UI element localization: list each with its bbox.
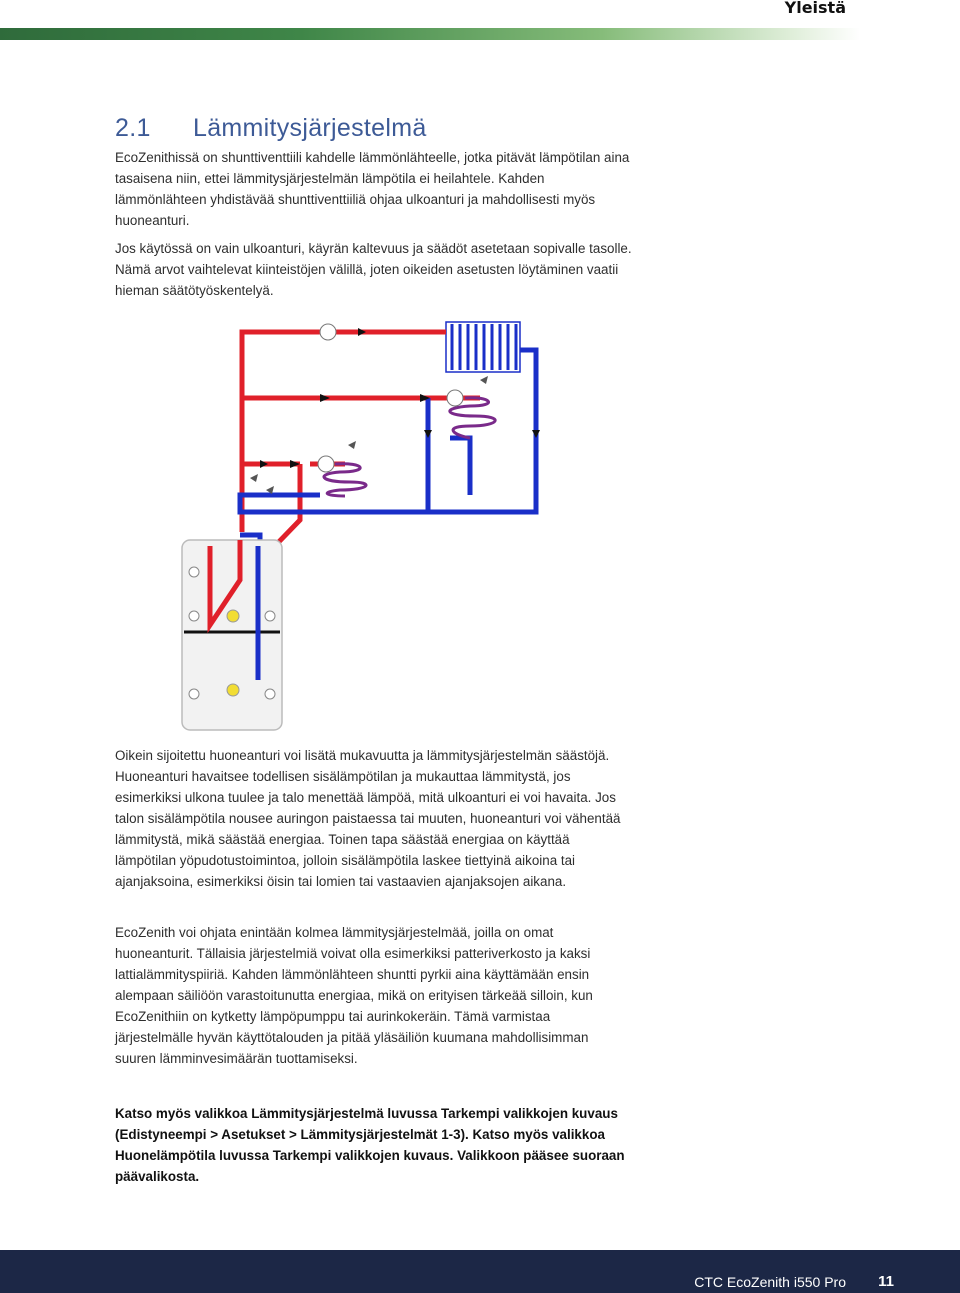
page-footer [0, 1250, 960, 1293]
intro-paragraph-2: Jos käytössä on vain ulkoanturi, käyrän kaltevuus ja säädöt asetetaan sopivalle tasolle. Nämä arvot vaihtelevat kiinteistöjen välillä, joten oikeiden asetusten löytäminen vaatii hieman säätötyöskentelyä. [115, 241, 632, 298]
radiator-icon [446, 322, 520, 372]
section-label: Yleistä [784, 0, 846, 17]
header-accent-bar [0, 28, 860, 40]
footer-page-number: 11 [878, 1273, 894, 1290]
body-paragraph-1: Oikein sijoitettu huoneanturi voi lisätä mukavuutta ja lämmitysjärjestelmän säästöjä. Huoneanturi havaitsee todellisen sisälämpötilan ja mukauttaa lämmitystä, jos esimerkiksi ulkona tuulee ja talo menettää lämpöä, mitä ulkoanturi ei voi havaita. Jos talon sisälämpötila nousee auringon paistaessa tai muuten, huoneanturi voi vähentää lämmitystä, mikä säästää energiaa. Toinen tapa säästää energiaa on käyttää lämpötilan yöpudotustoimintoa, jolloin sisälämpötila laskee tiettyinä aikoina tai ajanjaksoina, esimerkiksi öisin tai lomien tai vastaavien ajanjaksojen aikana. [115, 748, 621, 889]
heading-number: 2.1 [115, 114, 151, 142]
heating-system-diagram [170, 310, 570, 740]
intro-paragraph-1: EcoZenithissä on shunttiventtiili kahdelle lämmönlähteelle, jotka pitävät lämpötilan aina tasaisena niin, ettei lämmitysjärjestelmän lämpötila ei heilahtele. Kahden lämmönlähteen yhdistävää shunttiventtiiliä ohjaa ulkoanturi ja mahdollisesti myös huoneanturi. [115, 150, 630, 228]
page-heading [115, 114, 427, 143]
menu-reference-note: Katso myös valikkoa Lämmitysjärjestelmä luvussa Tarkempi valikkojen kuvaus (Edistyneempi > Asetukset > Lämmitysjärjestelmät 1-3). Katso myös valikkoa Huonelämpötila luvussa Tarkempi valikkojen kuvaus. Valikkoon pääsee suoraan päävalikosta. [115, 1106, 625, 1184]
footer-product-name: CTC EcoZenith i550 Pro [694, 1274, 846, 1290]
body-paragraph-2: EcoZenith voi ohjata enintään kolmea lämmitysjärjestelmää, joilla on omat huoneanturit. Tällaisia järjestelmiä voivat olla esimerkiksi patteriverkosto ja kaksi lattialämmityspiiriä. Kahden lämmönlähteen shuntti pyrkii aina käyttämään ensin alempaan säiliöön varastoitunutta energiaa, mikä on erityisen tärkeää silloin, kun EcoZenithiin on kytketty lämpöpumppu tai aurinkokeräin. Tämä varmistaa järjestelmälle hyvän käyttötalouden ja pitää yläsäiliön kuumana mahdollisimman suuren lämminvesimäärän tuottamiseksi. [115, 925, 593, 1066]
heading-title: Lämmitysjärjestelmä [193, 114, 427, 142]
heat-pump-tank-icon [182, 540, 282, 730]
